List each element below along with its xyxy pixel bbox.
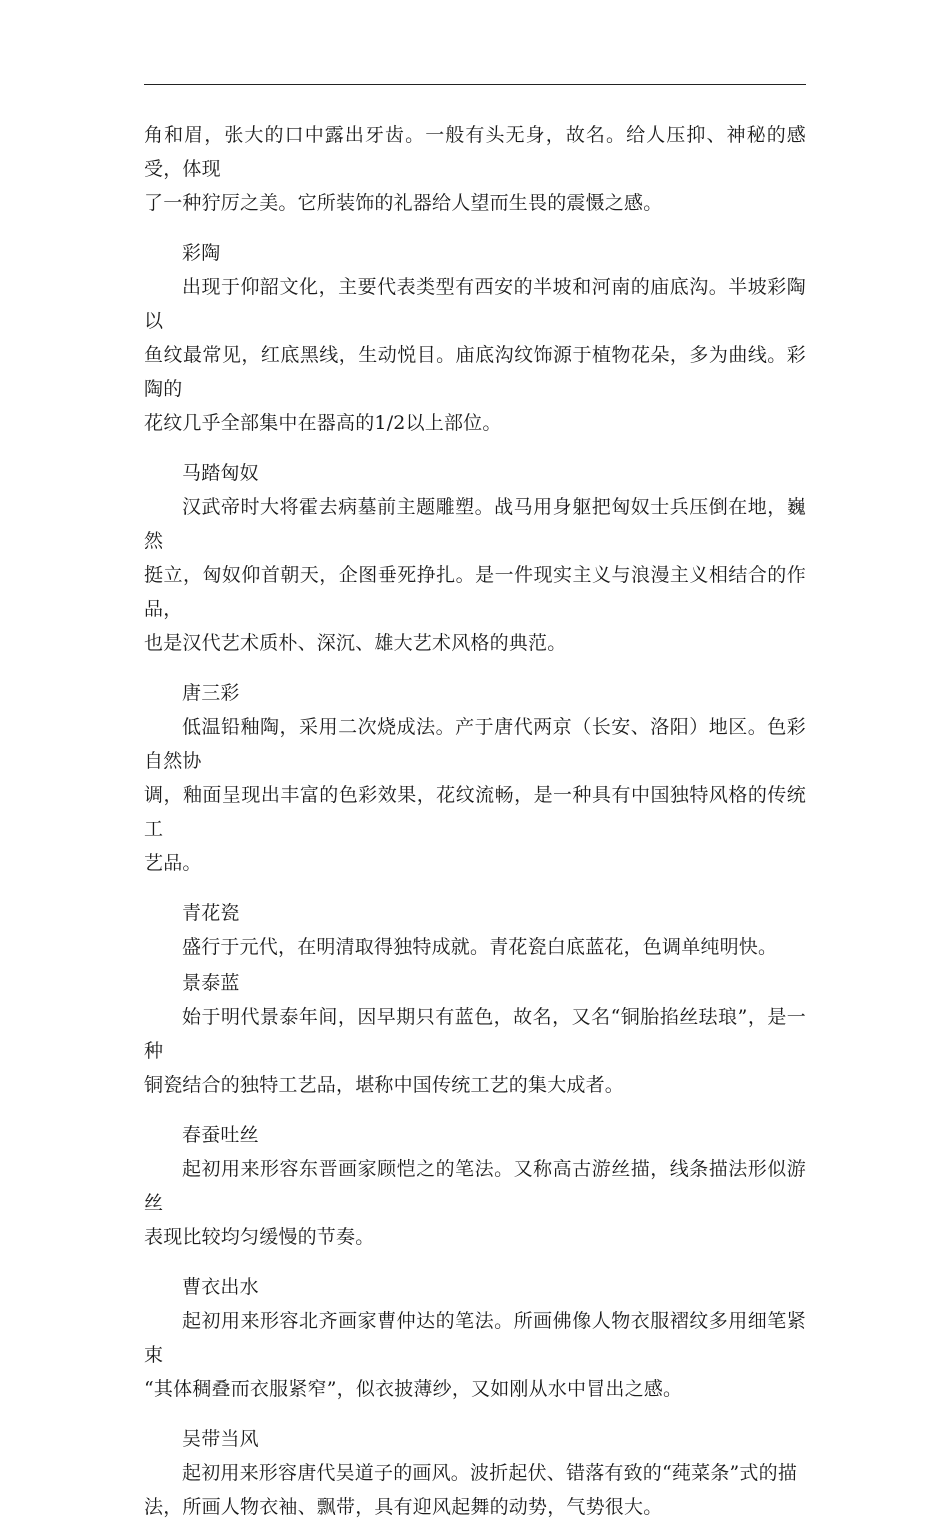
entry-chuncan-tusi bbox=[144, 1118, 806, 1254]
entry-wudai-dangfeng bbox=[144, 1422, 806, 1524]
text-line: 花纹几乎全部集中在器高的1/2以上部位。 bbox=[144, 412, 502, 434]
text-line: 起初用来形容东晋画家顾恺之的笔法。又称高古游丝描，线条描法形似游丝 bbox=[144, 1158, 806, 1214]
entry-qinghuaci bbox=[144, 896, 806, 964]
text-line: 鱼纹最常见，红底黑线，生动悦目。庙底沟纹饰源于植物花朵，多为曲线。彩陶的 bbox=[144, 344, 806, 400]
entry-caitao bbox=[144, 236, 806, 440]
entry-title: 景泰蓝 bbox=[182, 972, 240, 994]
text-line: 艺品。 bbox=[144, 852, 202, 874]
entry-title: 曹衣出水 bbox=[182, 1276, 259, 1298]
entry-caoyi-chushui bbox=[144, 1270, 806, 1406]
text-line: 角和眉，张大的口中露出牙齿。一般有头无身，故名。给人压抑、神秘的感受，体现 bbox=[144, 124, 806, 180]
text-line: 盛行于元代，在明清取得独特成就。青花瓷白底蓝花，色调单纯明快。 bbox=[182, 936, 778, 958]
text-line: 起初用来形容唐代吴道子的画风。波折起伏、错落有致的“莼菜条”式的描 bbox=[182, 1462, 798, 1484]
text-line: 也是汉代艺术质朴、深沉、雄大艺术风格的典范。 bbox=[144, 632, 567, 654]
text-line: 始于明代景泰年间，因早期只有蓝色，故名，又名“铜胎掐丝珐琅”，是一种 bbox=[144, 1006, 806, 1062]
document-body bbox=[144, 118, 806, 1524]
text-line: 汉武帝时大将霍去病墓前主题雕塑。战马用身躯把匈奴士兵压倒在地，巍然 bbox=[144, 496, 806, 552]
entry-title: 春蚕吐丝 bbox=[182, 1124, 259, 1146]
text-line: 表现比较均匀缓慢的节奏。 bbox=[144, 1226, 375, 1248]
text-line: 法，所画人物衣袖、飘带，具有迎风起舞的动势，气势很大。 bbox=[144, 1496, 663, 1518]
entry-title: 彩陶 bbox=[182, 242, 221, 264]
entry-title: 青花瓷 bbox=[182, 902, 240, 924]
text-line: 出现于仰韶文化，主要代表类型有西安的半坡和河南的庙底沟。半坡彩陶以 bbox=[144, 276, 806, 332]
entry-jingtailan bbox=[144, 966, 806, 1102]
text-line: 低温铅釉陶，采用二次烧成法。产于唐代两京（长安、洛阳）地区。色彩自然协 bbox=[144, 716, 806, 772]
entry-title: 吴带当风 bbox=[182, 1428, 259, 1450]
intro-paragraph bbox=[144, 118, 806, 220]
text-line: 了一种狞厉之美。它所装饰的礼器给人望而生畏的震慑之感。 bbox=[144, 192, 663, 214]
text-line: 挺立，匈奴仰首朝天，企图垂死挣扎。是一件现实主义与浪漫主义相结合的作品， bbox=[144, 564, 806, 620]
entry-title: 唐三彩 bbox=[182, 682, 240, 704]
header-rule bbox=[144, 84, 806, 85]
text-line: “其体稠叠而衣服紧窄”，似衣披薄纱，又如刚从水中冒出之感。 bbox=[144, 1378, 683, 1400]
text-line: 铜瓷结合的独特工艺品，堪称中国传统工艺的集大成者。 bbox=[144, 1074, 625, 1096]
text-line: 起初用来形容北齐画家曹仲达的笔法。所画佛像人物衣服褶纹多用细笔紧束 bbox=[144, 1310, 806, 1366]
text-line: 调，釉面呈现出丰富的色彩效果，花纹流畅，是一种具有中国独特风格的传统工 bbox=[144, 784, 806, 840]
entry-mata-xiongnu bbox=[144, 456, 806, 660]
entry-title: 马踏匈奴 bbox=[182, 462, 259, 484]
entry-tang-sancai bbox=[144, 676, 806, 880]
